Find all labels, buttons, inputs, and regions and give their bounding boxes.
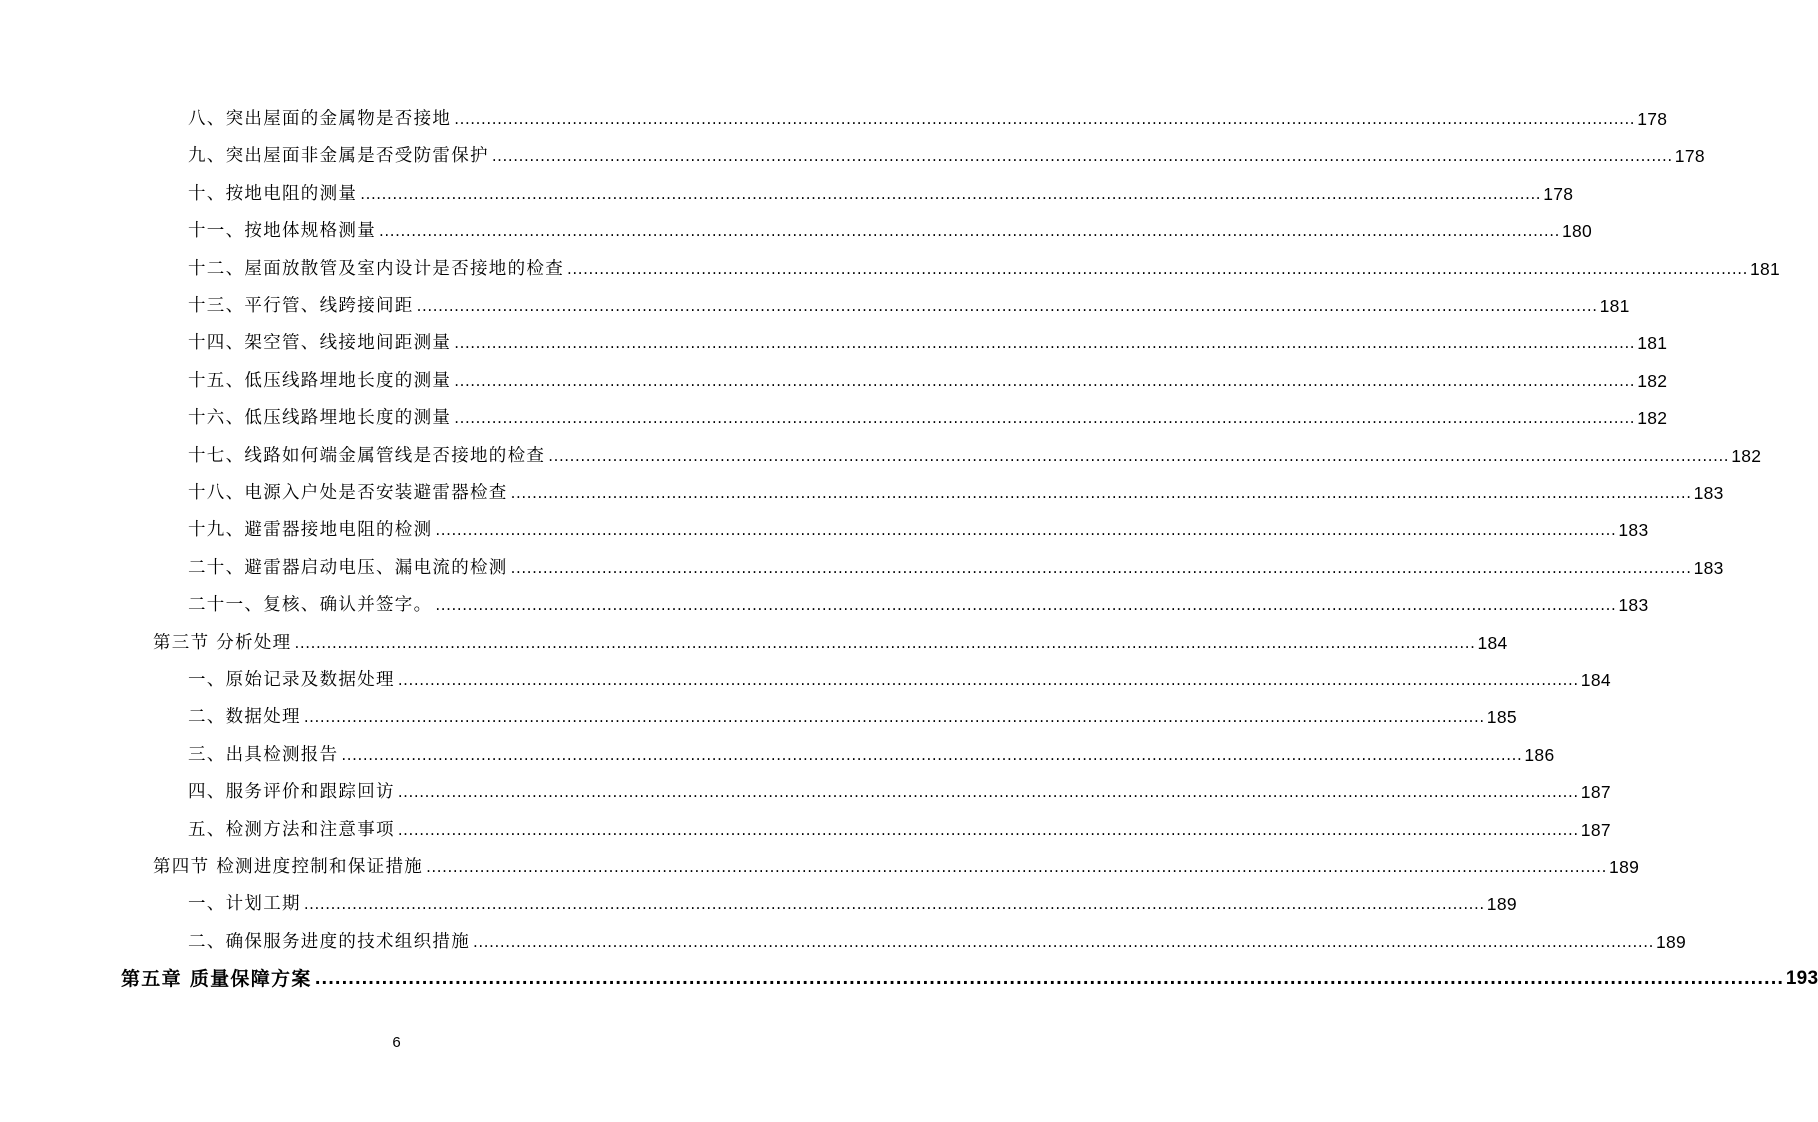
toc-leader-dots: ............................................................................................................................................................................................................................ <box>379 222 1560 241</box>
toc-entry-title: 第四节 检测进度控制和保证措施 <box>153 857 424 877</box>
toc-entry-page: 182 <box>1637 408 1668 429</box>
toc-leader-dots: ............................................................................................................................................................................................................................ <box>360 184 1542 203</box>
toc-entry-title: 八、突出屋面的金属物是否接地 <box>188 109 452 129</box>
toc-entry-page: 183 <box>1693 557 1724 578</box>
toc-entry-page: 178 <box>1674 146 1705 167</box>
toc-entry-page: 181 <box>1749 258 1781 279</box>
toc-entry-item[interactable] <box>188 665 1611 691</box>
toc-entry-page: 184 <box>1580 670 1611 690</box>
toc-leader-dots: ............................................................................................................................................................................................................................ <box>435 521 1617 540</box>
toc-entry-title: 二、确保服务进度的技术组织措施 <box>188 931 470 952</box>
toc-entry-title: 十一、按地体规格测量 <box>188 221 376 242</box>
toc-entry-item[interactable] <box>188 590 1649 616</box>
toc-entry-title: 十四、架空管、线接地间距测量 <box>188 333 452 354</box>
toc-leader-dots: ............................................................................................................................................................................................................................ <box>454 334 1636 353</box>
toc-entry-item[interactable] <box>188 328 1668 354</box>
toc-entry-title: 十五、低压线路埋地长度的测量 <box>188 370 452 391</box>
toc-entry-title: 九、突出屋面非金属是否受防雷保护 <box>188 146 489 167</box>
toc-entry-item[interactable] <box>188 216 1593 242</box>
toc-leader-dots: ............................................................................................................................................................................................................................ <box>303 895 1485 914</box>
toc-entry-page: 182 <box>1731 445 1762 466</box>
toc-entry-title: 五、检测方法和注意事项 <box>188 819 395 840</box>
toc-entry-page: 186 <box>1524 744 1555 765</box>
toc-leader-dots: ............................................................................................................................................................................................................................ <box>397 671 1579 689</box>
toc-entry-title: 第五章 质量保障方案 <box>121 968 312 991</box>
toc-entry-page: 178 <box>1543 183 1574 204</box>
toc-entry-item[interactable] <box>188 366 1668 392</box>
toc-entry-title: 第三节 分析处理 <box>153 632 292 653</box>
page-number: 6 <box>392 1034 401 1051</box>
toc-entry-item[interactable] <box>188 254 1781 280</box>
toc-entry-title: 二十一、复核、确认并签字。 <box>188 595 433 616</box>
toc-entry-page: 183 <box>1618 595 1649 616</box>
toc-leader-dots: ............................................................................................................................................................................................................................ <box>435 596 1617 615</box>
toc-leader-dots: ............................................................................................................................................................................................................................ <box>314 969 1784 989</box>
toc-entry-page: 182 <box>1637 370 1668 391</box>
toc-entry-title: 一、原始记录及数据处理 <box>188 670 395 690</box>
toc-leader-dots: ............................................................................................................................................................................................................................ <box>397 820 1579 839</box>
toc-leader-dots: ............................................................................................................................................................................................................................ <box>454 110 1636 128</box>
toc-entry-item[interactable] <box>188 702 1517 728</box>
toc-entry-item[interactable] <box>188 441 1762 467</box>
toc-entry-chapter[interactable] <box>121 964 1818 991</box>
toc-entry-item[interactable] <box>188 815 1611 841</box>
toc-entry-title: 二、数据处理 <box>188 707 301 728</box>
toc-entry-title: 十、按地电阻的测量 <box>188 183 358 204</box>
toc-entry-title: 四、服务评价和跟踪回访 <box>188 782 395 803</box>
toc-entry-page: 183 <box>1618 520 1649 541</box>
toc-entry-page: 193 <box>1785 968 1818 990</box>
toc-entry-section[interactable] <box>153 852 1640 878</box>
toc-entry-page: 189 <box>1486 894 1517 915</box>
toc-entry-title: 十七、线路如何端金属管线是否接地的检查 <box>188 445 546 466</box>
toc-leader-dots: ............................................................................................................................................................................................................................ <box>510 558 1692 577</box>
toc-leader-dots: ............................................................................................................................................................................................................................ <box>397 783 1579 802</box>
toc-entry-title: 二十、避雷器启动电压、漏电流的检测 <box>188 557 508 578</box>
toc-leader-dots: ............................................................................................................................................................................................................................ <box>454 409 1636 428</box>
toc-entry-title: 十九、避雷器接地电阻的检测 <box>188 520 433 541</box>
toc-entry-title: 十六、低压线路埋地长度的测量 <box>188 408 452 429</box>
toc-entry-item[interactable] <box>188 478 1724 504</box>
toc-entry-page: 184 <box>1477 632 1508 653</box>
toc-entry-page: 187 <box>1580 819 1611 840</box>
toc-entry-item[interactable] <box>188 777 1611 803</box>
toc-leader-dots: ............................................................................................................................................................................................................................ <box>303 708 1485 727</box>
toc-leader-dots: ............................................................................................................................................................................................................................ <box>491 147 1673 166</box>
toc-entry-page: 181 <box>1637 333 1668 354</box>
toc-entry-item[interactable] <box>188 291 1630 317</box>
toc-entry-page: 187 <box>1580 782 1611 803</box>
toc-entry-title: 十三、平行管、线跨接间距 <box>188 296 414 316</box>
toc-leader-dots: ............................................................................................................................................................................................................................ <box>426 858 1608 876</box>
toc-leader-dots: ............................................................................................................................................................................................................................ <box>567 259 1748 278</box>
toc-entry-page: 181 <box>1599 296 1630 316</box>
toc-entry-item[interactable] <box>188 740 1555 766</box>
toc-entry-item[interactable] <box>188 403 1668 429</box>
toc-entry-page: 178 <box>1637 109 1668 129</box>
toc-entry-title: 三、出具检测报告 <box>188 744 339 765</box>
toc-entry-item[interactable] <box>188 889 1517 915</box>
toc-leader-dots: ............................................................................................................................................................................................................................ <box>454 371 1636 390</box>
toc-leader-dots: ............................................................................................................................................................................................................................ <box>473 932 1654 951</box>
toc-entry-page: 185 <box>1486 707 1517 728</box>
toc-entry-item[interactable] <box>188 141 1705 167</box>
toc-entry-section[interactable] <box>153 628 1508 654</box>
toc-leader-dots: ............................................................................................................................................................................................................................ <box>510 484 1692 502</box>
toc-entry-page: 189 <box>1609 857 1640 877</box>
toc-entry-item[interactable] <box>188 179 1574 205</box>
toc-entry-title: 一、计划工期 <box>188 894 301 915</box>
toc-entry-title: 十二、屋面放散管及室内设计是否接地的检查 <box>188 258 564 279</box>
toc-entry-item[interactable] <box>188 553 1724 579</box>
toc-leader-dots: ............................................................................................................................................................................................................................ <box>294 633 1476 652</box>
toc-entry-item[interactable] <box>188 927 1687 953</box>
toc-entry-page: 180 <box>1561 221 1593 242</box>
toc-entry-page: 183 <box>1693 483 1724 503</box>
toc-entry-item[interactable] <box>188 515 1649 541</box>
toc-entry-page: 189 <box>1655 931 1687 952</box>
toc-leader-dots: ............................................................................................................................................................................................................................ <box>548 446 1730 465</box>
toc-entry-item[interactable] <box>188 104 1668 130</box>
toc-leader-dots: ............................................................................................................................................................................................................................ <box>416 297 1598 315</box>
toc-leader-dots: ............................................................................................................................................................................................................................ <box>341 745 1523 764</box>
toc-entry-title: 十八、电源入户处是否安装避雷器检查 <box>188 483 508 503</box>
